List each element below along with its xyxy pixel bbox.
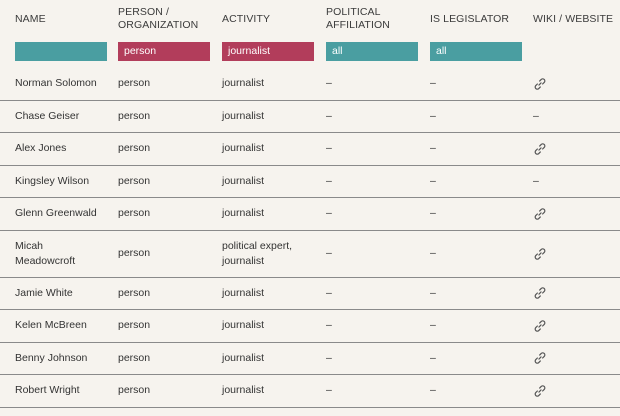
cell-political: – xyxy=(326,351,332,364)
filter-name-input[interactable] xyxy=(15,42,107,61)
table-row xyxy=(0,133,620,166)
cell-political: – xyxy=(326,384,332,397)
table-row xyxy=(0,278,620,311)
cell-name: Glenn Greenwald xyxy=(15,207,97,220)
table-row xyxy=(0,198,620,231)
cell-name: Alex Jones xyxy=(15,142,67,155)
cell-political: – xyxy=(326,286,332,299)
cell-legislator: – xyxy=(430,286,436,299)
cell-political: – xyxy=(326,319,332,332)
table-row xyxy=(0,310,620,343)
cell-activity-line1: political expert, xyxy=(222,239,293,252)
cell-type: person xyxy=(118,77,151,90)
cell-activity: journalist xyxy=(222,207,265,220)
table-row xyxy=(0,68,620,101)
cell-name-line1: Micah xyxy=(15,239,44,252)
header-person-organization-line2: ORGANIZATION xyxy=(118,19,199,31)
table-row xyxy=(0,375,620,408)
cell-activity: journalist xyxy=(222,351,265,364)
cell-activity: journalist xyxy=(222,109,265,122)
cell-activity: journalist xyxy=(222,142,265,155)
link-icon[interactable] xyxy=(533,286,547,300)
table-row xyxy=(0,166,620,199)
cell-wiki xyxy=(533,68,613,100)
cell-wiki xyxy=(533,133,613,165)
cell-legislator: – xyxy=(430,142,436,155)
cell-wiki xyxy=(533,343,613,375)
link-icon[interactable] xyxy=(533,207,547,221)
cell-activity: journalist xyxy=(222,174,265,187)
cell-wiki: – xyxy=(533,109,539,122)
cell-name: Chase Geiser xyxy=(15,109,80,122)
header-person-organization[interactable] xyxy=(118,6,198,32)
cell-activity xyxy=(222,231,322,277)
cell-name: Kelen McBreen xyxy=(15,319,87,332)
header-is-legislator[interactable]: IS LEGISLATOR xyxy=(430,13,510,25)
cell-legislator: – xyxy=(430,351,436,364)
header-name[interactable]: NAME xyxy=(15,13,46,25)
header-person-organization-line1: PERSON / xyxy=(118,6,169,18)
link-icon[interactable] xyxy=(533,351,547,365)
filter-is-legislator[interactable]: all xyxy=(430,42,522,61)
cell-type: person xyxy=(118,247,151,259)
cell-name: Norman Solomon xyxy=(15,77,97,90)
cell-name: Robert Wright xyxy=(15,384,80,397)
cell-name: Benny Johnson xyxy=(15,351,88,364)
header-political-affiliation-line2: AFFILIATION xyxy=(326,19,390,31)
cell-activity: journalist xyxy=(222,286,265,299)
cell-wiki: – xyxy=(533,174,539,187)
filter-person-organization[interactable]: person xyxy=(118,42,210,61)
cell-type: person xyxy=(118,319,151,332)
header-political-affiliation-line1: POLITICAL xyxy=(326,6,381,18)
cell-legislator: – xyxy=(430,207,436,220)
cell-political: – xyxy=(326,109,332,122)
cell-wiki xyxy=(533,198,613,230)
cell-wiki xyxy=(533,231,613,277)
cell-wiki xyxy=(533,278,613,310)
link-icon[interactable] xyxy=(533,247,547,261)
cell-legislator: – xyxy=(430,384,436,397)
table-body xyxy=(0,68,620,408)
link-icon[interactable] xyxy=(533,142,547,156)
cell-name xyxy=(15,231,115,277)
cell-activity-line2: journalist xyxy=(222,254,265,267)
cell-type: person xyxy=(118,174,151,187)
cell-wiki xyxy=(533,310,613,342)
cell-wiki xyxy=(533,375,613,407)
filter-activity[interactable]: journalist xyxy=(222,42,314,61)
cell-name-line2: Meadowcroft xyxy=(15,254,76,267)
cell-activity: journalist xyxy=(222,384,265,397)
table-row xyxy=(0,101,620,134)
table-header xyxy=(0,0,620,40)
cell-name: Kingsley Wilson xyxy=(15,174,90,187)
cell-legislator: – xyxy=(430,174,436,187)
cell-legislator: – xyxy=(430,77,436,90)
link-icon[interactable] xyxy=(533,319,547,333)
filter-political-affiliation[interactable]: all xyxy=(326,42,418,61)
filter-bar xyxy=(0,42,620,62)
cell-activity: journalist xyxy=(222,319,265,332)
link-icon[interactable] xyxy=(533,77,547,91)
cell-type: person xyxy=(118,351,151,364)
link-icon[interactable] xyxy=(533,384,547,398)
cell-type: person xyxy=(118,286,151,299)
cell-activity: journalist xyxy=(222,77,265,90)
header-activity[interactable]: ACTIVITY xyxy=(222,13,271,25)
cell-political: – xyxy=(326,77,332,90)
cell-political: – xyxy=(326,142,332,155)
cell-type: person xyxy=(118,109,151,122)
cell-legislator: – xyxy=(430,109,436,122)
cell-type: person xyxy=(118,384,151,397)
cell-legislator: – xyxy=(430,247,436,259)
cell-name: Jamie White xyxy=(15,286,73,299)
cell-political: – xyxy=(326,207,332,220)
cell-type: person xyxy=(118,207,151,220)
cell-type: person xyxy=(118,142,151,155)
header-wiki-website[interactable]: WIKI / WEBSITE xyxy=(533,13,614,25)
cell-legislator: – xyxy=(430,319,436,332)
table-row xyxy=(0,343,620,376)
cell-political: – xyxy=(326,247,332,259)
cell-political: – xyxy=(326,174,332,187)
header-political-affiliation[interactable] xyxy=(326,6,390,32)
table-row xyxy=(0,231,620,278)
